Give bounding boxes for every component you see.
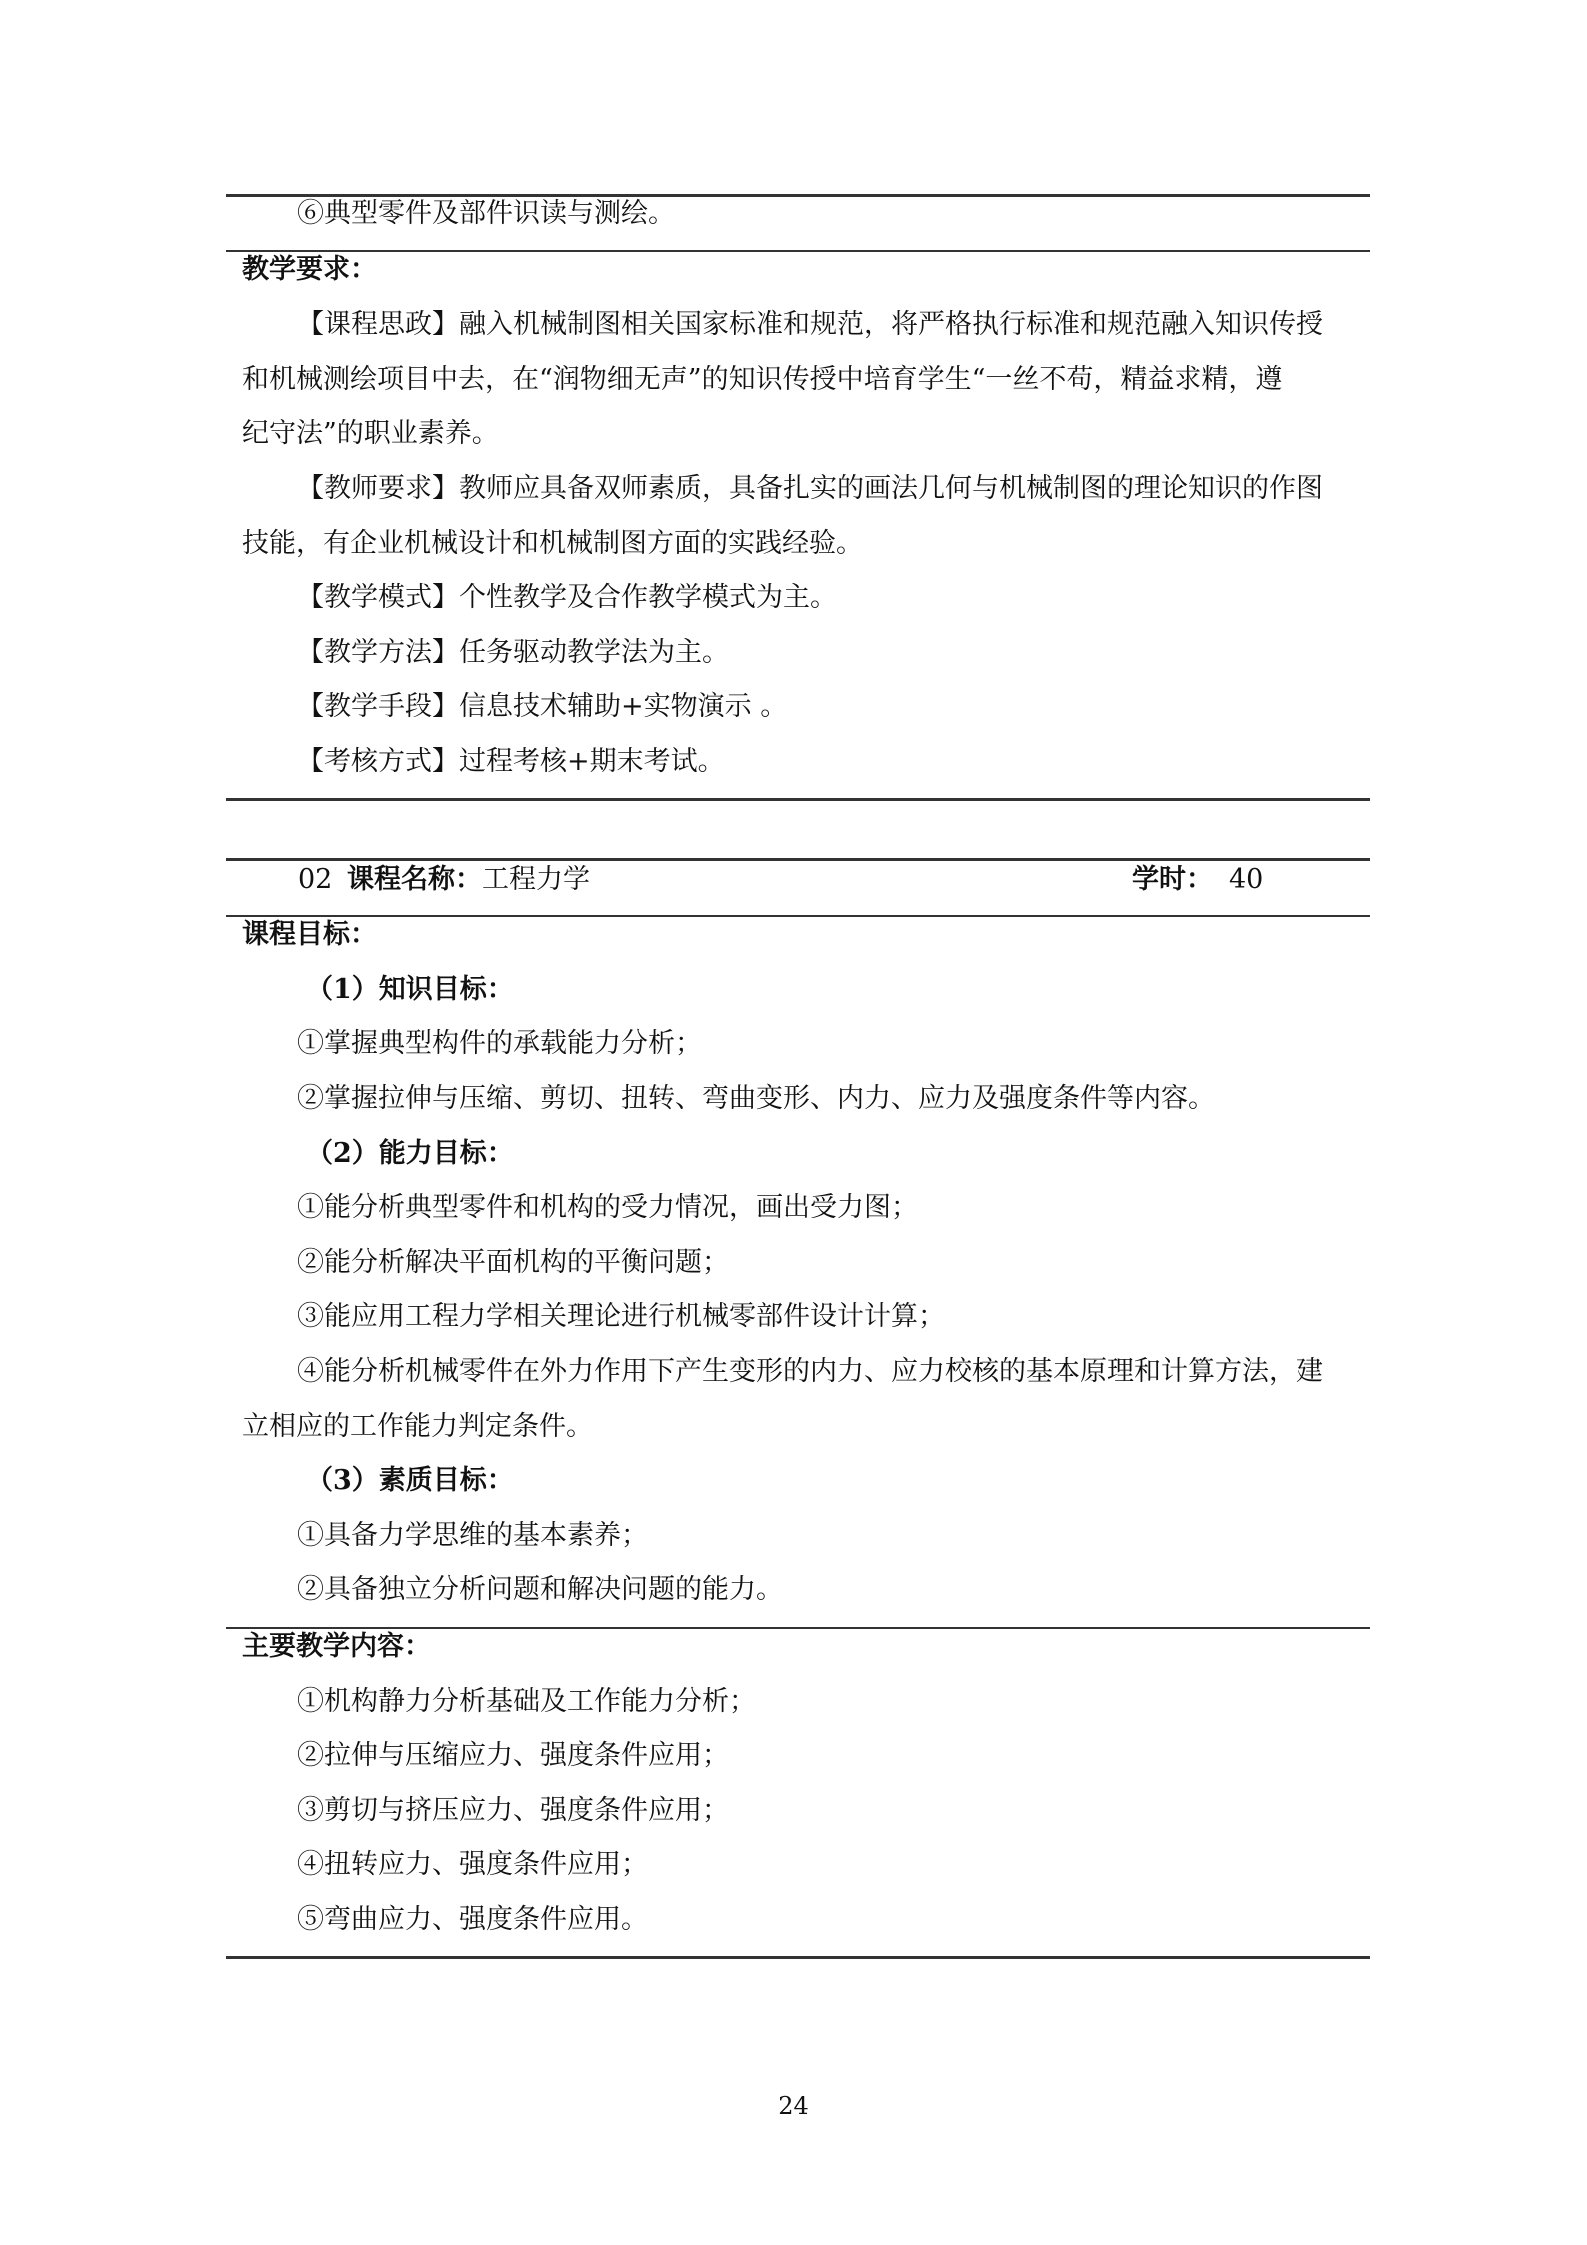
page-number: 24 xyxy=(778,2092,809,2120)
list-item: ②掌握拉伸与压缩、剪切、扭转、弯曲变形、内力、应力及强度条件等内容。 xyxy=(297,1083,1215,1114)
req-text: 任务驱动教学法为主。 xyxy=(459,637,729,668)
req-text: 纪守法”的职业素养。 xyxy=(242,418,499,449)
course-goals-heading: 课程目标： xyxy=(242,919,377,950)
bottom-rule xyxy=(226,1956,1370,1959)
req-teacher xyxy=(297,471,1323,507)
list-item: ①具备力学思维的基本素养； xyxy=(297,1520,648,1551)
ability-goals-heading: （2）能力目标： xyxy=(306,1138,514,1169)
list-item: ④扭转应力、强度条件应用； xyxy=(297,1849,648,1880)
list-item: ①掌握典型构件的承载能力分析； xyxy=(297,1028,702,1059)
hours-value: 40 xyxy=(1229,864,1264,895)
content-item: ⑥典型零件及部件识读与测绘。 xyxy=(297,198,675,229)
course-name-label: 课程名称： xyxy=(346,864,482,895)
req-tag: 【教学模式】 xyxy=(297,582,459,613)
hours-label: 学时： xyxy=(1132,864,1213,895)
list-item: ①机构静力分析基础及工作能力分析； xyxy=(297,1686,756,1717)
quality-goals-heading: （3）素质目标： xyxy=(306,1465,514,1496)
req-tag: 【教学手段】 xyxy=(297,691,459,722)
list-item: ③能应用工程力学相关理论进行机械零部件设计计算； xyxy=(297,1301,945,1332)
section-divider xyxy=(226,250,1370,252)
main-content-heading: 主要教学内容： xyxy=(242,1631,431,1662)
list-item: ②拉伸与压缩应力、强度条件应用； xyxy=(297,1740,729,1771)
teaching-requirements-heading: 教学要求： xyxy=(242,254,377,285)
req-text: 信息技术辅助+实物演示 。 xyxy=(459,691,788,722)
req-text: 个性教学及合作教学模式为主。 xyxy=(459,582,837,613)
bottom-rule xyxy=(226,798,1370,801)
list-item: ③剪切与挤压应力、强度条件应用； xyxy=(297,1795,729,1826)
req-mode xyxy=(297,580,837,616)
req-tag: 【教师要求】 xyxy=(297,473,459,504)
req-tag: 【考核方式】 xyxy=(297,746,459,777)
list-item: ⑤弯曲应力、强度条件应用。 xyxy=(297,1904,648,1935)
req-text: 融入机械制图相关国家标准和规范，将严格执行标准和规范融入知识传授 xyxy=(459,309,1323,340)
req-assessment xyxy=(297,744,725,780)
knowledge-goals-heading: （1）知识目标： xyxy=(306,974,514,1005)
course-name: 工程力学 xyxy=(481,864,590,895)
req-tag: 【课程思政】 xyxy=(297,309,459,340)
req-text: 技能，有企业机械设计和机械制图方面的实践经验。 xyxy=(242,528,863,559)
list-item: ②具备独立分析问题和解决问题的能力。 xyxy=(297,1574,783,1605)
top-rule xyxy=(226,858,1370,861)
course-title-row xyxy=(298,862,1318,898)
req-tag: 【教学方法】 xyxy=(297,637,459,668)
list-item: ②能分析解决平面机构的平衡问题； xyxy=(297,1247,729,1278)
req-method xyxy=(297,635,729,671)
list-item: ①能分析典型零件和机构的受力情况，画出受力图； xyxy=(297,1192,918,1223)
req-ideology xyxy=(297,307,1323,343)
course-hours xyxy=(1132,862,1263,898)
req-means xyxy=(297,689,787,725)
req-text: 和机械测绘项目中去，在“润物细无声”的知识传授中培育学生“一丝不苟，精益求精，遵 xyxy=(242,364,1283,395)
req-text: 教师应具备双师素质，具备扎实的画法几何与机械制图的理论知识的作图 xyxy=(459,473,1323,504)
section-divider xyxy=(226,915,1370,917)
course-number: 02 xyxy=(298,864,333,895)
req-text: 过程考核+期末考试。 xyxy=(459,746,725,777)
list-item: 立相应的工作能力判定条件。 xyxy=(242,1411,593,1442)
list-item: ④能分析机械零件在外力作用下产生变形的内力、应力校核的基本原理和计算方法，建 xyxy=(297,1356,1323,1387)
